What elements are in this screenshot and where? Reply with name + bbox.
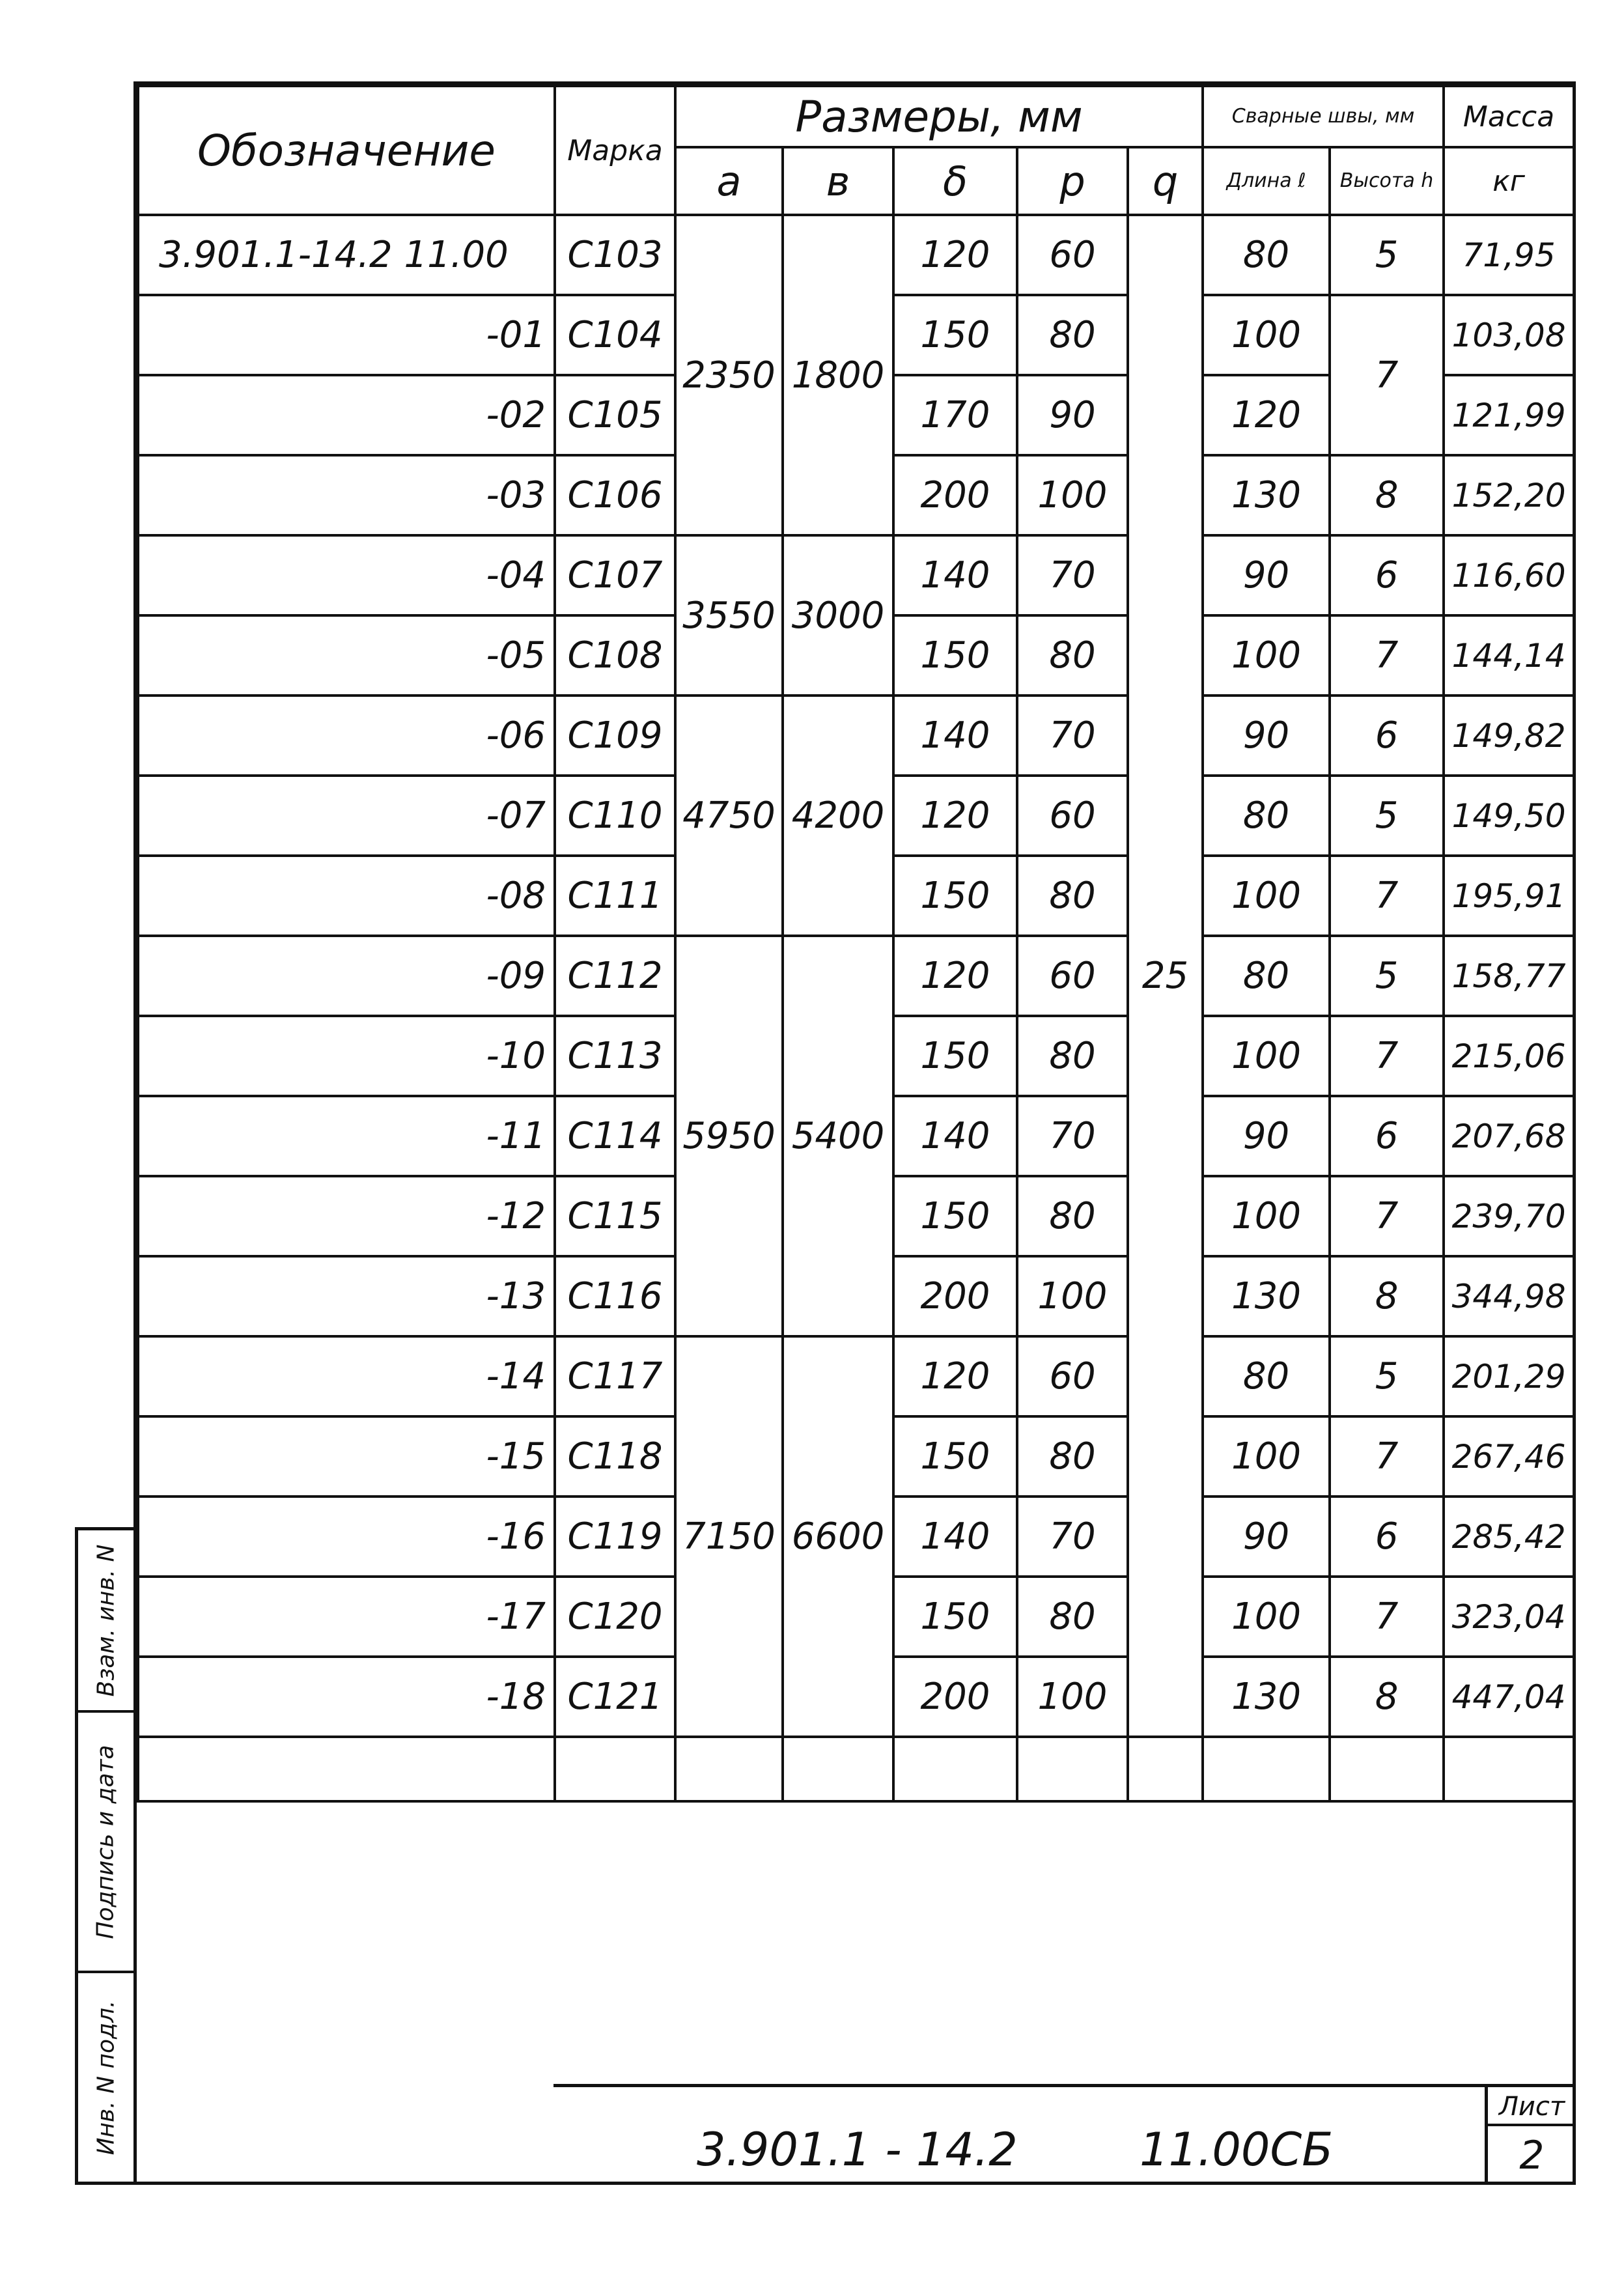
row-mass: 285,42 xyxy=(1444,1497,1574,1577)
empty-cell xyxy=(1444,1737,1574,1801)
row-mass: 103,08 xyxy=(1444,295,1574,375)
row-height: 5 xyxy=(1330,776,1444,856)
header-row-1 xyxy=(138,86,1574,147)
empty-cell xyxy=(1128,1737,1203,1801)
row-brand: С108 xyxy=(555,615,675,696)
row-p: 80 xyxy=(1017,295,1128,375)
row-mass: 149,82 xyxy=(1444,696,1574,776)
row-designation: -05 xyxy=(138,615,555,696)
header-mass: Масса xyxy=(1444,86,1574,147)
row-length: 80 xyxy=(1203,936,1330,1016)
group1-a: 2350 xyxy=(675,215,783,535)
sheet-number: 2 xyxy=(1519,2133,1545,2178)
row-p: 90 xyxy=(1017,375,1128,455)
header-col-b: в xyxy=(783,147,893,215)
row-p: 60 xyxy=(1017,215,1128,295)
side-vzam-inv xyxy=(78,1530,133,1713)
row-designation: -04 xyxy=(138,535,555,615)
header-mass-unit: кг xyxy=(1444,147,1574,215)
row-delta: 170 xyxy=(893,375,1017,455)
table-row xyxy=(138,1336,1574,1416)
row-length: 130 xyxy=(1203,1256,1330,1336)
row-mass: 344,98 xyxy=(1444,1256,1574,1336)
row-designation: -09 xyxy=(138,936,555,1016)
header-weld-length: Длина ℓ xyxy=(1203,147,1330,215)
row-height: 8 xyxy=(1330,1657,1444,1737)
row-p: 80 xyxy=(1017,615,1128,696)
row-brand: С105 xyxy=(555,375,675,455)
group5-a: 7150 xyxy=(675,1336,783,1737)
row-height: 6 xyxy=(1330,535,1444,615)
row-p: 70 xyxy=(1017,1497,1128,1577)
row-length: 90 xyxy=(1203,696,1330,776)
empty-cell xyxy=(893,1737,1017,1801)
table-row xyxy=(138,535,1574,615)
row-delta: 200 xyxy=(893,1657,1017,1737)
row-height-merged: 7 xyxy=(1330,295,1444,455)
row-length: 100 xyxy=(1203,1016,1330,1096)
row-delta: 150 xyxy=(893,615,1017,696)
row-length: 130 xyxy=(1203,1657,1330,1737)
row-designation: -02 xyxy=(138,375,555,455)
row-length: 100 xyxy=(1203,1577,1330,1657)
header-weld-height: Высота h xyxy=(1330,147,1444,215)
row-length: 100 xyxy=(1203,295,1330,375)
document-code-suffix: 11.00СБ xyxy=(1140,2123,1334,2176)
row-delta: 140 xyxy=(893,1096,1017,1176)
table-row xyxy=(138,215,1574,295)
row-mass: 267,46 xyxy=(1444,1416,1574,1497)
row-designation: -07 xyxy=(138,776,555,856)
row-p: 60 xyxy=(1017,936,1128,1016)
row-brand: С111 xyxy=(555,856,675,936)
row-length: 80 xyxy=(1203,215,1330,295)
header-col-delta: δ xyxy=(893,147,1017,215)
row-mass: 215,06 xyxy=(1444,1016,1574,1096)
row-p: 80 xyxy=(1017,1176,1128,1256)
row-p: 100 xyxy=(1017,1256,1128,1336)
group4-a: 5950 xyxy=(675,936,783,1336)
specification-table xyxy=(137,85,1575,1803)
row-designation: -15 xyxy=(138,1416,555,1497)
row-length: 80 xyxy=(1203,776,1330,856)
row-mass: 323,04 xyxy=(1444,1577,1574,1657)
row-mass: 71,95 xyxy=(1444,215,1574,295)
row-designation: -08 xyxy=(138,856,555,936)
row-height: 8 xyxy=(1330,1256,1444,1336)
row-height: 6 xyxy=(1330,1497,1444,1577)
group3-b: 4200 xyxy=(783,696,893,936)
row-designation: 3.901.1-14.2 11.00 xyxy=(138,215,555,295)
row-brand: С106 xyxy=(555,455,675,535)
side-vzam-inv-label: Взам. инв. N xyxy=(92,1544,120,1696)
header-dimensions: Размеры, мм xyxy=(675,86,1203,147)
row-length: 130 xyxy=(1203,455,1330,535)
row-length: 100 xyxy=(1203,1176,1330,1256)
row-delta: 150 xyxy=(893,1577,1017,1657)
header-col-p: р xyxy=(1017,147,1128,215)
side-sign-date xyxy=(78,1713,133,1973)
row-mass: 447,04 xyxy=(1444,1657,1574,1737)
row-p: 70 xyxy=(1017,1096,1128,1176)
document-code: 3.901.1 - 14.2 xyxy=(697,2123,1018,2176)
row-delta: 150 xyxy=(893,1416,1017,1497)
group2-b: 3000 xyxy=(783,535,893,696)
header-designation: Обозначение xyxy=(138,86,555,215)
row-mass: 121,99 xyxy=(1444,375,1574,455)
row-p: 100 xyxy=(1017,1657,1128,1737)
row-designation: -12 xyxy=(138,1176,555,1256)
row-p: 60 xyxy=(1017,776,1128,856)
header-welds: Сварные швы, мм xyxy=(1203,86,1444,147)
row-p: 80 xyxy=(1017,1577,1128,1657)
row-delta: 150 xyxy=(893,1016,1017,1096)
row-length: 80 xyxy=(1203,1336,1330,1416)
row-p: 70 xyxy=(1017,535,1128,615)
row-length: 100 xyxy=(1203,856,1330,936)
side-inv-podl xyxy=(78,1973,133,2182)
row-delta: 140 xyxy=(893,696,1017,776)
row-brand: С114 xyxy=(555,1096,675,1176)
row-delta: 200 xyxy=(893,455,1017,535)
group2-a: 3550 xyxy=(675,535,783,696)
row-mass: 201,29 xyxy=(1444,1336,1574,1416)
sheet-label: Лист xyxy=(1488,2087,1576,2126)
row-length: 90 xyxy=(1203,1497,1330,1577)
row-brand: С104 xyxy=(555,295,675,375)
row-designation: -18 xyxy=(138,1657,555,1737)
row-brand: С103 xyxy=(555,215,675,295)
row-p: 80 xyxy=(1017,1416,1128,1497)
row-designation: -01 xyxy=(138,295,555,375)
row-mass: 152,20 xyxy=(1444,455,1574,535)
row-designation: -14 xyxy=(138,1336,555,1416)
row-delta: 140 xyxy=(893,1497,1017,1577)
table-row xyxy=(138,936,1574,1016)
row-length: 90 xyxy=(1203,535,1330,615)
row-brand: С118 xyxy=(555,1416,675,1497)
row-designation: -03 xyxy=(138,455,555,535)
side-stamp xyxy=(75,1527,137,2185)
row-height: 6 xyxy=(1330,1096,1444,1176)
row-mass: 144,14 xyxy=(1444,615,1574,696)
row-height: 7 xyxy=(1330,615,1444,696)
row-designation: -16 xyxy=(138,1497,555,1577)
row-brand: С119 xyxy=(555,1497,675,1577)
row-brand: С117 xyxy=(555,1336,675,1416)
row-p: 80 xyxy=(1017,1016,1128,1096)
row-length: 120 xyxy=(1203,375,1330,455)
row-p: 100 xyxy=(1017,455,1128,535)
row-delta: 140 xyxy=(893,535,1017,615)
row-designation: -11 xyxy=(138,1096,555,1176)
group1-b: 1800 xyxy=(783,215,893,535)
row-delta: 150 xyxy=(893,295,1017,375)
row-brand: С107 xyxy=(555,535,675,615)
row-brand: С120 xyxy=(555,1577,675,1657)
side-inv-podl-label: Инв. N подл. xyxy=(92,2000,120,2155)
group3-a: 4750 xyxy=(675,696,783,936)
group4-b: 5400 xyxy=(783,936,893,1336)
row-height: 7 xyxy=(1330,1176,1444,1256)
row-brand: С112 xyxy=(555,936,675,1016)
row-delta: 150 xyxy=(893,1176,1017,1256)
row-height: 5 xyxy=(1330,936,1444,1016)
empty-cell xyxy=(783,1737,893,1801)
row-designation: -13 xyxy=(138,1256,555,1336)
row-brand: С115 xyxy=(555,1176,675,1256)
row-height: 7 xyxy=(1330,1416,1444,1497)
row-designation: -17 xyxy=(138,1577,555,1657)
title-block xyxy=(553,2084,1576,2185)
row-brand: С116 xyxy=(555,1256,675,1336)
row-mass: 149,50 xyxy=(1444,776,1574,856)
header-brand: Марка xyxy=(555,86,675,215)
row-delta: 200 xyxy=(893,1256,1017,1336)
row-height: 5 xyxy=(1330,1336,1444,1416)
row-length: 100 xyxy=(1203,1416,1330,1497)
table-row xyxy=(138,696,1574,776)
empty-cell xyxy=(138,1737,555,1801)
row-mass: 195,91 xyxy=(1444,856,1574,936)
row-brand: С109 xyxy=(555,696,675,776)
row-mass: 116,60 xyxy=(1444,535,1574,615)
row-length: 100 xyxy=(1203,615,1330,696)
row-designation: -10 xyxy=(138,1016,555,1096)
row-height: 5 xyxy=(1330,215,1444,295)
row-mass: 207,68 xyxy=(1444,1096,1574,1176)
row-delta: 120 xyxy=(893,1336,1017,1416)
group5-b: 6600 xyxy=(783,1336,893,1737)
empty-cell xyxy=(1017,1737,1128,1801)
empty-row xyxy=(138,1737,1574,1801)
empty-cell xyxy=(1330,1737,1444,1801)
row-brand: С121 xyxy=(555,1657,675,1737)
row-mass: 239,70 xyxy=(1444,1176,1574,1256)
side-sign-date-label: Подпись и дата xyxy=(92,1744,120,1939)
row-height: 7 xyxy=(1330,856,1444,936)
header-col-a: а xyxy=(675,147,783,215)
header-col-q: q xyxy=(1128,147,1203,215)
row-height: 6 xyxy=(1330,696,1444,776)
row-p: 70 xyxy=(1017,696,1128,776)
row-delta: 150 xyxy=(893,856,1017,936)
row-delta: 120 xyxy=(893,215,1017,295)
row-p: 60 xyxy=(1017,1336,1128,1416)
q-value: 25 xyxy=(1128,215,1203,1737)
row-p: 80 xyxy=(1017,856,1128,936)
sheet-box xyxy=(1485,2087,1576,2185)
row-designation: -06 xyxy=(138,696,555,776)
row-brand: С113 xyxy=(555,1016,675,1096)
row-delta: 120 xyxy=(893,776,1017,856)
empty-cell xyxy=(675,1737,783,1801)
row-brand: С110 xyxy=(555,776,675,856)
row-length: 90 xyxy=(1203,1096,1330,1176)
row-mass: 158,77 xyxy=(1444,936,1574,1016)
empty-cell xyxy=(555,1737,675,1801)
row-height: 7 xyxy=(1330,1016,1444,1096)
row-delta: 120 xyxy=(893,936,1017,1016)
row-height: 8 xyxy=(1330,455,1444,535)
empty-cell xyxy=(1203,1737,1330,1801)
row-height: 7 xyxy=(1330,1577,1444,1657)
